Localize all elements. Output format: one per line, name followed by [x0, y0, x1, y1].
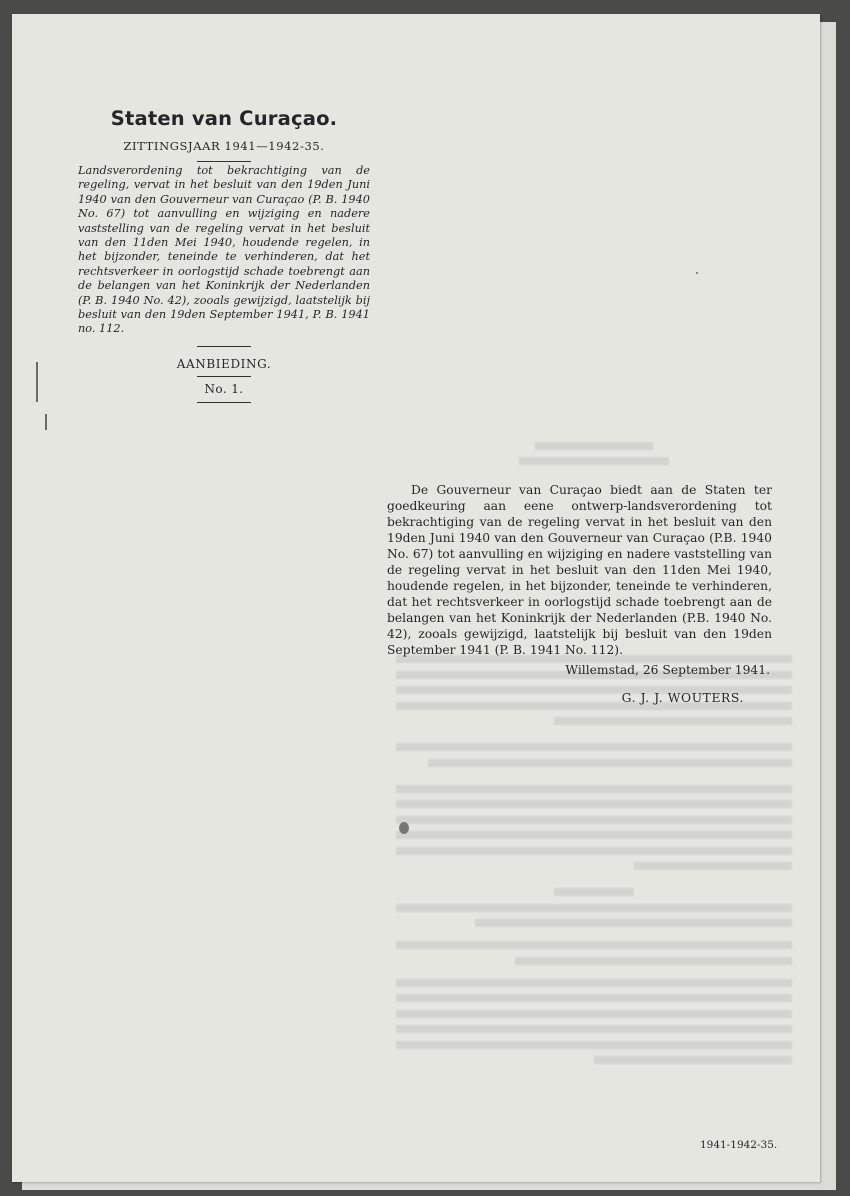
document-number: No. 1.: [204, 381, 244, 396]
title-block: [76, 106, 372, 405]
document-title: Staten van Curaçao.: [110, 107, 338, 130]
footer-code: 1941-1942-35.: [700, 1139, 778, 1151]
paper-spot: [399, 822, 409, 834]
divider: [197, 402, 251, 403]
paper-dot: [696, 272, 698, 274]
divider: [197, 346, 251, 347]
paper-mark: [36, 362, 38, 402]
body-block: [387, 482, 772, 706]
divider: [197, 161, 251, 162]
section-heading: AANBIEDING.: [176, 356, 272, 371]
divider: [197, 376, 251, 377]
signature: G. J. J. WOUTERS.: [621, 691, 744, 705]
body-paragraph: De Gouverneur van Curaçao biedt aan de Staten ter goedkeuring aan eene ontwerp-landsverordening tot bekrachtiging van de regeling vervat in het besluit van den 19den Juni 1940 van den Gouverneur van Curaçao (P.B. 1940 No. 67) tot aanvulling en wijziging en nadere vaststelling van de regeling vervat in het besluit van den 11den Mei 1940, houdende regelen, in het bijzonder, teneinde te verhinderen, dat het rechtsverkeer in oorlogstijd schade toebrengt aan de belangen van het Koninkrijk der Nederlanden (P.B. 1940 No. 42), zooals gewijzigd, laatstelijk bij besluit van den 19den September 1941 (P. B. 1941 No. 112).: [387, 483, 772, 657]
session-year: ZITTINGSJAAR 1941—1942-35.: [123, 139, 325, 153]
document-page: [12, 14, 820, 1182]
subject-description: Landsverordening tot bekrachtiging van de regeling, vervat in het besluit van den 19den Juni 1940 van den Gouverneur van Curaçao (P. B. 1940 No. 67) tot aanvulling en wijziging en nadere vaststelling van de regeling vervat in het besluit van den 11den Mei 1940, houdende regelen, in het bijzonder, teneinde te verhinderen, dat het rechtsverkeer in oorlogstijd schade toebrengt aan de belangen van het Koninkrijk der Nederlanden (P. B. 1940 No. 42), zooals gewijzigd, laatstelijk bij besluit van den 19den September 1941, P. B. 1941 no. 112.: [78, 164, 370, 336]
paper-mark: [45, 414, 47, 430]
place-date: Willemstad, 26 September 1941.: [565, 663, 770, 677]
